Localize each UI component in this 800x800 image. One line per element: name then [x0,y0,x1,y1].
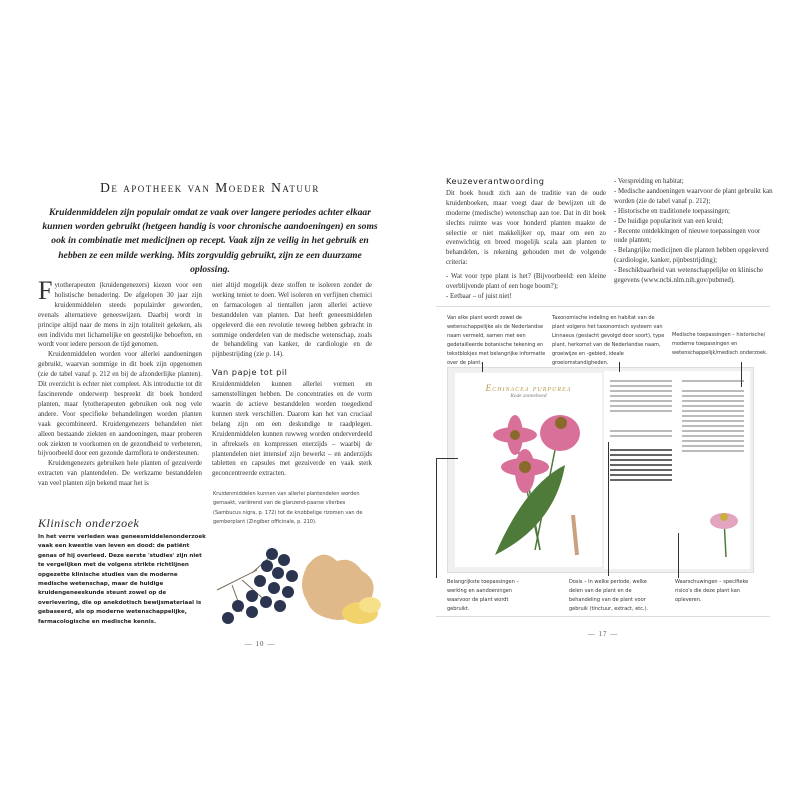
box-heading: Klinisch onderzoek [38,516,140,530]
criteria-list [614,177,774,286]
criteria-item: - Historische en traditionele toepassingen; [614,207,730,215]
criteria-item: - Medische aandoeningen waarvoor de plant gebruikt kan worden (zie de tabel vanaf p. 212); [614,187,773,205]
body-column-1 [38,276,202,489]
small-flower-icon [704,509,744,559]
leader-line [436,458,458,459]
flower-icon [493,415,580,493]
leader-line [436,458,437,578]
box-text: In het verre verleden was geneesmiddelenonderzoek vaak een kwestie van leven en dood: de patiënt genas of hij overleed. Deze eerste 'studies' zijn niet te vergelijken met de volgens strikte richtlijnen opgezette klinische studies van de moderne medische wetenschap, maar de huidige kruidengeneeskunde steunt zowel op de overlevering, die op anekdotisch bewijsmateriaal is gebaseerd, als op moderne wetenschappelijke, farmacologische en medische kennis. [38,534,206,625]
page-number: — 10 — [244,640,276,648]
leader-line [608,442,609,576]
sample-plate [455,373,602,567]
page-number-value: 17 [598,630,608,638]
criteria-item: - Verspreiding en habitat; [614,178,684,185]
criteria-item: - Wat voor type plant is het? (Bijvoorbeeld: een kleine overblijvende plant of een hoge boom?); [446,273,606,291]
criteria-item: - De huidige populariteit van een kruid; [614,217,724,225]
leader-line [741,362,742,387]
leader-line [678,533,679,578]
criteria-item: - Recente ontdekkingen of nieuwe toepassingen voor oude planten; [614,227,761,245]
intro-text: Kruidenmiddelen zijn populair omdat ze vaak over langere periodes achter elkaar kunnen worden gebruikt (hetgeen handig is voor chronische aandoeningen) en soms ook in combinatie met medicijnen op recept. Vaak zijn ze veilig in het gebruik en hebben ze een milde werking. Mits zorgvuldig gebruikt, zijn ze een duurzame oplossing. [42,207,378,275]
annotation: Dosis – In welke periode, welke delen van de plant en de behandeling van de plant voor gebruik (tinctuur, extract, etc.). [569,579,649,612]
criteria-item: - Belangrijke medicijnen die planten hebben opgeleverd (cardiologie, kanker, pijnbestrijding); [614,247,769,265]
criteria-item: - Beschikbaarheid van wetenschappelijke en klinische gegevens (www.ncbi.nlm.nih.gov/pubmed). [614,267,764,285]
elderberry-icon [222,548,298,624]
criteria-item: - Eetbaar – of juist niet! [446,292,512,300]
section-heading: Van papje tot pil [212,367,288,378]
page-number: — 17 — [587,630,619,638]
leader-line [482,362,483,372]
annotation: Waarschuwingen – specifieke risico's die deze plant kan opleveren. [675,579,749,603]
paragraph: Kruidenmiddelen kunnen allerlei vormen en samenstellingen hebben. De concentraties en de vorm waarin de actieve bestanddelen worden toegediend kunnen sterk verschillen. Daarom kan het van cruciaal belang zijn om een deskundige te raadplegen. Kruidenmiddelen kunnen ruwweg worden onderverdeeld in aftreksels en kompressen enerzijds – waarbij de plantendelen niet intensief zijn bewerkt – en anderzijds tabletten en capsules met gezuiverde en vaak sterk geconcentreerde extracten. [212,381,372,478]
echinacea-illustration [455,405,602,565]
paragraph: Dit boek houdt zich aan de traditie van de oude kruidenboeken, maar voegt daar de bewijzen uit de moderne (medische) wetenschap aan toe. Dat in dit boek slechts ruimte was voor honderd planten maakte de selectie er niet makkelijker op, maar om een zo evenwichtig en breed mogelijk scala aan planten te behandelen, is rekening gehouden met de volgende criteria: [446,189,606,267]
drop-cap: F [38,276,53,305]
page-title: De apotheek van Moeder Natuur [100,180,320,195]
annotation: Belangrijkste toepassingen – werking en aandoeningen waarvoor de plant wordt gebruikt. [447,579,519,612]
paragraph: niet altijd mogelijk deze stoffen te isoleren zonder de werking teniet te doen. Wel isoleren en verfijnen chemici en farmacologen al tientallen jaren allerlei actieve bestanddelen van planten. Dat heeft geneesmiddelen opgeleverd die een revolutie teweeg hebben gebracht in sommige onderdelen van de medische wetenschap, zoals de behandeling van kanker, de cardiologie en de pijnbestrijding (zie p. 14). [212,282,372,359]
selection-column [446,177,606,302]
criteria-list [446,272,606,302]
divider [436,616,770,617]
annotation: Taxonomische indeling en habitat van de plant volgens het taxonomisch systeem van Linnaeus (geslacht gevolgd door soort), type plant, herkomst van de Nederlandse naam, groeiwijze en -gebied, ideale groeiomstandigheden. [552,315,665,366]
section-heading: Keuzeverantwoording [446,176,545,186]
annotation: Medische toepassingen – historische/ moderne toepassingen en wetenschappelijk/medisch onderzoek. [672,332,768,356]
paragraph: Kruidengenezers gebruiken hele planten of gezuiverde extracten van plantendelen. De werkzame bestanddelen van veel planten zijn bekend maar het is [38,460,202,488]
sample-text-page [604,371,750,569]
illustration-caption: Kruidenmiddelen kunnen van allerlei plantendelen worden gemaakt, variërend van de glanzend-paarse vlierbes (Sambucus nigra, p. 172) tot de knobbelige rizomen van de gemberplant (Zingiber officinale, p. 210). [213,491,363,525]
divider [436,306,770,307]
paragraph: Kruidenmiddelen worden voor allerlei aandoeningen gebruikt, waarvan sommige in dit boek zijn opgenomen (zie de tabel vanaf p. 212 en bij de afzonderlijke planten). Dit overzicht is echter niet compleet. Als introductie tot dit fascinerende onderwerp bespreekt dit boek honderd planten, maar fytotherapeuten gebruiken ook nog vele andere. Voor specifieke behandelingen worden planten vaak gecombineerd. Kruidengenezers behandelen niet alleen bestaande ziekten en aandoeningen, maar proberen ook ziekten te voorkomen en de gezondheid te verbeteren, bijvoorbeeld door een gezonde darmflora te ondersteunen. [38,351,202,458]
elderberry-ginger-illustration [212,540,382,628]
plate-dutch-name: Rode zonnehoed [510,393,547,399]
paragraph: ytotherapeuten (kruidengenezers) kiezen voor een holistische benadering. De afgelopen 30 jaar zijn kruidenmiddelen steeds populairder geworden, evenals alternatieve geneeswijzen. Daarbij wordt in principe altijd naar de mens in zijn totaliteit gekeken, als een individu met lichamelijke en geestelijke behoeften, en wordt voor iedere persoon de tijd genomen. [38,282,202,349]
page-number-value: 10 [255,640,265,648]
ginger-icon [302,555,381,624]
plate-latin-name: Echinacea purpurea [485,383,572,393]
body-column-2 [212,281,372,479]
leader-line [619,362,620,372]
annotation: Van elke plant wordt zowel de wetenschappelijke als de Nederlandse naam vermeld, samen met een gedetailleerde botanische tekening en tekstblokjes met belangrijke informatie over de plant. [447,315,546,366]
